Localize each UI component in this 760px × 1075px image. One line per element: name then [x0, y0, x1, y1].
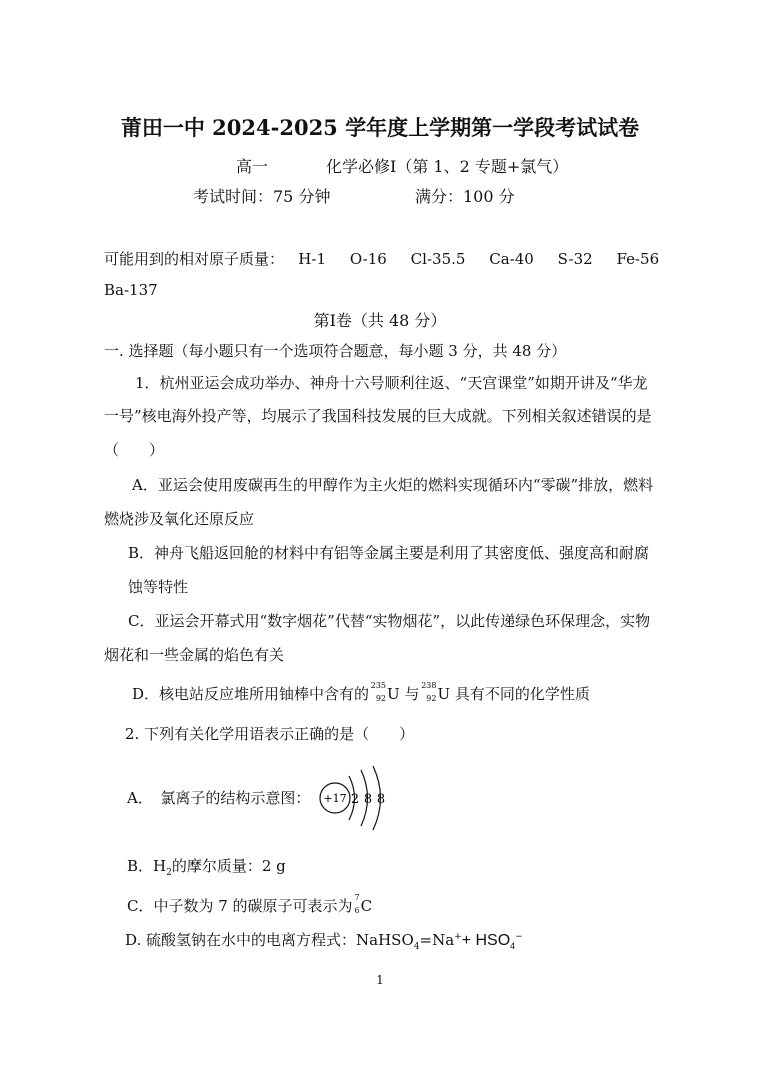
q1-option-c-line1: C．亚运会开幕式用“数字烟花”代替“实物烟花”，以此传递绿色环保理念，实物 — [128, 612, 651, 630]
q1-option-a-line2: 燃烧涉及氧化还原反应 — [104, 510, 255, 528]
carbon-isotope — [353, 893, 361, 916]
q1-option-b-line1: B．神舟飞船返回舱的材料中有铝等金属主要是利用了其密度低、强度高和耐腐 — [128, 544, 650, 562]
q2-option-b-prefix: B．H — [127, 857, 167, 875]
q1-option-d-prefix: D．核电站反应堆所用铀棒中含有的 — [132, 685, 370, 703]
isotope-u238-mass: 238 — [421, 681, 437, 690]
page-number: 1 — [376, 973, 384, 987]
q2-option-d-prefix: D. 硫酸氢钠在水中的电离方程式：NaHSO — [125, 931, 414, 949]
electron-shell-2-count: 8 — [363, 792, 373, 807]
q1-option-a-line1: A．亚运会使用废碳再生的甲醇作为主火炬的燃料实现循环内“零碳”排放，燃料 — [132, 476, 654, 494]
full-score: 满分：100 分 — [415, 187, 515, 206]
q2-option-a-label: A． 氯离子的结构示意图： — [127, 789, 311, 807]
q2-option-d-sub1: 4 — [413, 942, 420, 952]
carbon-isotope-symbol: C — [360, 897, 373, 915]
q2-stem: 2. 下列有关化学用语表示正确的是（ ） — [125, 725, 415, 743]
exam-time: 考试时间：75 分钟 — [193, 187, 331, 206]
q2-option-d-sup1: + — [454, 932, 462, 942]
q1-option-b-line2: 蚀等特性 — [128, 578, 189, 596]
grade-label: 高一 — [236, 157, 269, 176]
isotope-u238-symbol: U — [437, 685, 451, 703]
q1-stem-line1: 1．杭州亚运会成功举办、神舟十六号顺利往返、“天宫课堂”如期开讲及“华龙 — [135, 374, 648, 392]
section-instruction: 一. 选择题（每小题只有一个选项符合题意，每小题 3 分，共 48 分） — [104, 342, 567, 360]
electron-shell-1-count: 2 — [350, 792, 360, 807]
q2-option-d-eq: =Na — [419, 931, 455, 949]
electron-shell-3-count: 8 — [376, 792, 386, 807]
chloride-ion-structure-diagram — [318, 762, 398, 832]
section-title: 第Ⅰ卷（共 48 分） — [313, 311, 447, 330]
q1-option-c-line2: 烟花和一些金属的焰色有关 — [104, 646, 285, 664]
q2-option-b — [127, 856, 286, 876]
isotope-u238-atomic: 92 — [426, 694, 437, 703]
isotope-u235 — [369, 681, 387, 704]
q1-option-d-suffix: 具有不同的化学性质 — [454, 685, 590, 703]
q2-option-c — [127, 893, 373, 916]
q1-answer-blank: （ ） — [104, 441, 165, 459]
exam-title: 莆田一中 2024-2025 学年度上学期第一学段考试试卷 — [120, 115, 640, 140]
q2-option-b-subscript: 2 — [166, 868, 172, 878]
q2-option-d-plus: + HSO — [461, 932, 511, 949]
atomic-mass-list-cont: Ba-137 — [104, 281, 158, 299]
isotope-u238 — [419, 681, 437, 704]
q1-option-d-mid: 与 — [404, 685, 420, 703]
isotope-u235-atomic: 92 — [375, 694, 387, 703]
q2-option-d — [125, 930, 523, 951]
subject-label: 化学必修I（第 1、2 专题+氯气） — [326, 157, 569, 176]
isotope-u235-mass: 235 — [370, 681, 387, 690]
q2-option-b-suffix: 的摩尔质量：2 g — [171, 857, 286, 875]
isotope-u235-symbol: U — [387, 685, 400, 703]
atomic-mass-list: 可能用到的相对原子质量： H-1 O-16 Cl-35.5 Ca-40 S-32 Fe-56 — [104, 250, 660, 268]
nucleus-charge: +17 — [323, 792, 347, 805]
q2-option-d-sub2: 4 — [510, 941, 516, 951]
carbon-isotope-atomic: 6 — [354, 906, 360, 915]
carbon-isotope-mass: 7 — [354, 893, 360, 902]
q1-stem-line2: 一号”核电海外投产等，均展示了我国科技发展的巨大成就。下列相关叙述错误的是 — [104, 407, 652, 425]
q2-option-c-prefix: C．中子数为 7 的碳原子可表示为 — [127, 897, 353, 915]
q1-option-d — [132, 681, 590, 704]
q2-option-d-sup2: − — [515, 932, 523, 942]
